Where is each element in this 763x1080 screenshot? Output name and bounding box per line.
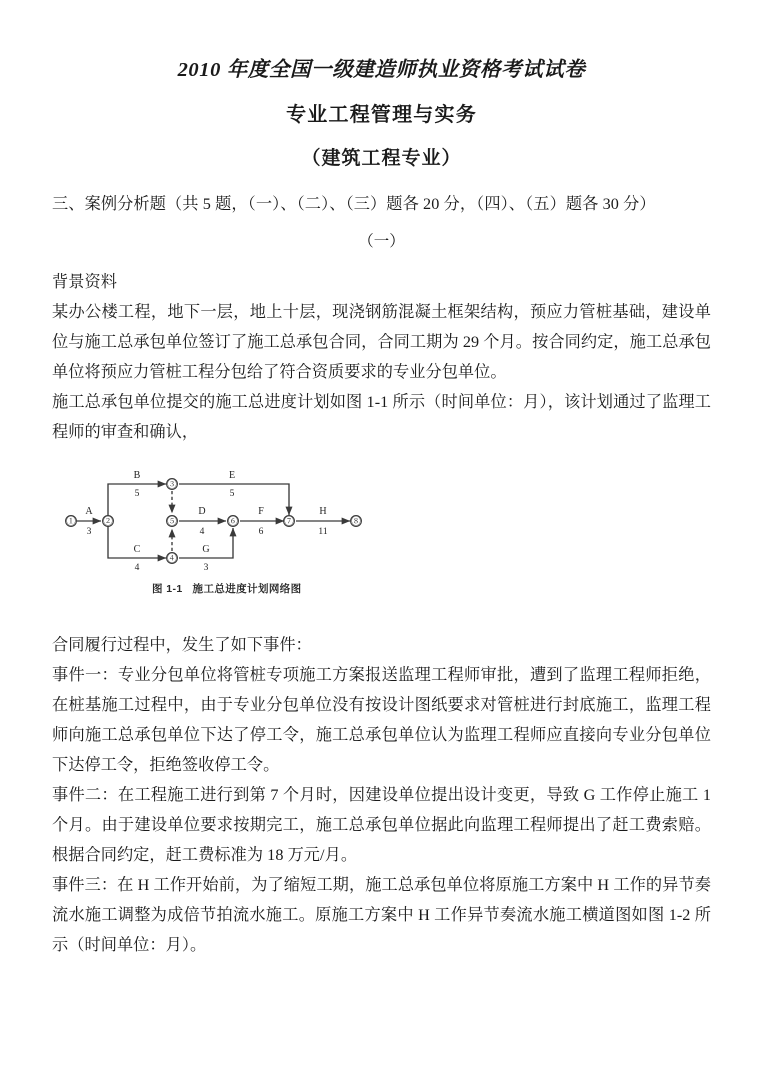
network-diagram [60, 461, 380, 589]
node-3-label: ③ [167, 480, 177, 491]
page-subtitle-specialty: （建筑工程专业） [301, 147, 462, 169]
activity-G-duration: 3 [203, 562, 209, 573]
figure-caption-text: 施工总进度计划网络图 [192, 582, 302, 595]
activity-B-duration: 5 [134, 488, 140, 499]
activity-H-duration: 11 [318, 526, 328, 537]
node-2-label: ② [103, 517, 113, 528]
activity-A-name: A [85, 505, 93, 517]
activity-C-name: C [133, 543, 141, 555]
network-diagram-svg [60, 461, 380, 581]
activity-H-name: H [319, 505, 327, 517]
background-paragraph-2: 施工总承包单位提交的施工总进度计划如图 1-1 所示（时间单位：月），该计划通过了监理工程师的审查和确认， [52, 392, 711, 441]
activity-D-name: D [198, 505, 206, 517]
figure-caption-label: 图 1-1 [152, 582, 183, 595]
node-8-label: ⑧ [351, 517, 361, 528]
activity-B-name: B [133, 469, 141, 481]
activity-A-duration: 3 [86, 526, 92, 537]
activity-C-duration: 4 [134, 562, 140, 573]
background-paragraph-1: 某办公楼工程，地下一层，地上十层，现浇钢筋混凝土框架结构，预应力管桩基础，建设单位与施工总承包单位签订了施工总承包合同，合同工期为 29 个月。按合同约定，施工总承包单位将预应力管桩工程分包给了符合资质要求的专业分包单位。 [52, 302, 711, 381]
activity-F-name: F [258, 505, 264, 517]
figure-1-1 [52, 447, 711, 596]
activity-E-name: E [228, 469, 236, 481]
activity-E-duration: 5 [229, 488, 235, 499]
page-subtitle: 专业工程管理与实务 [286, 103, 477, 126]
node-5-label: ⑤ [167, 517, 177, 528]
activity-F-duration: 6 [258, 526, 264, 537]
section-heading: 三、案例分析题（共 5 题，（一）、（二）、（三）题各 20 分，（四）、（五）题各 30 分） [52, 195, 656, 214]
background-heading: 背景资料 [52, 272, 117, 291]
page-title: 2010 年度全国一级建造师执业资格考试试卷 [177, 59, 586, 81]
activity-G-name: G [202, 543, 210, 555]
node-4-label: ④ [167, 554, 177, 565]
events-intro: 合同履行过程中，发生了如下事件： [52, 635, 312, 654]
event-1: 事件一：专业分包单位将管桩专项施工方案报送监理工程师审批，遭到了监理工程师拒绝，在桩基施工过程中，由于专业分包单位没有按设计图纸要求对管桩进行封底施工，监理工程师向施工总承包单位下达了停工令，施工总承包单位认为监理工程师应直接向专业分包单位下达停工令，拒绝签收停工令。 [52, 665, 711, 774]
event-3: 事件三：在 H 工作开始前，为了缩短工期，施工总承包单位将原施工方案中 H 工作的异节奏流水施工调整为成倍节拍流水施工。原施工方案中 H 工作异节奏流水施工横道图如图 1-2 所示（时间单位：月）。 [52, 875, 711, 954]
case-marker: （一） [358, 232, 405, 250]
node-6-label: ⑥ [228, 517, 238, 528]
activity-D-duration: 4 [199, 526, 205, 537]
node-1-label: ① [66, 517, 76, 528]
event-2: 事件二：在工程施工进行到第 7 个月时，因建设单位提出设计变更，导致 G 工作停止施工 1 个月。由于建设单位要求按期完工，施工总承包单位据此向监理工程师提出了赶工费索赔。根据合同约定，赶工费标准为 18 万元/月。 [52, 785, 711, 864]
node-7-label: ⑦ [284, 517, 294, 528]
